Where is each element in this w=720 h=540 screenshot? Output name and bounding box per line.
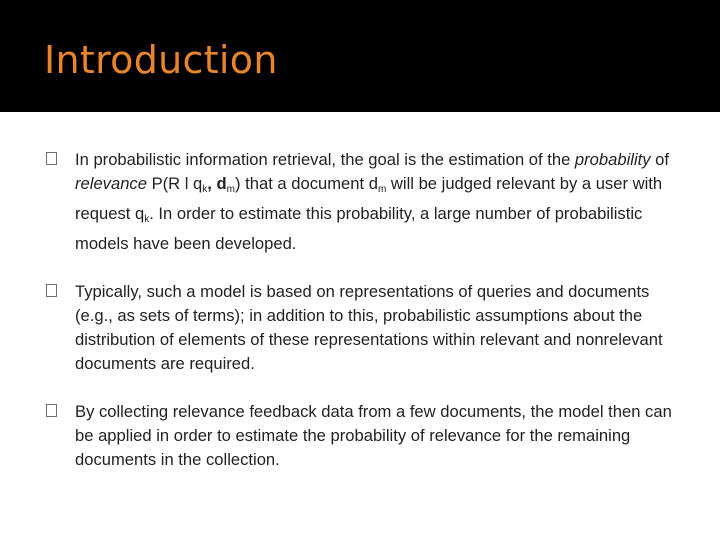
square-bullet-icon [46, 404, 57, 417]
probability-term: probability [574, 150, 651, 169]
bullet-text: ) that a document d [234, 174, 378, 193]
bullet-text: will be judged relevant by a user with request q [75, 174, 663, 223]
bullet-text: By collecting relevance feedback data from a few documents, the model then can be applied in order to estimate the probability of relevance for the remaining documents in the collection. [75, 402, 672, 469]
formula-text: P(R l q [146, 174, 203, 193]
relevance-term: relevance [75, 174, 147, 193]
bullet-item-2 [46, 280, 686, 376]
bullet-list [46, 148, 686, 496]
bullet-item-1 [46, 148, 686, 256]
subscript: k [144, 214, 150, 225]
bullet-text: In probabilistic information retrieval, the goal is the estimation of the [75, 150, 575, 169]
square-bullet-icon [46, 284, 57, 297]
subscript: m [226, 184, 235, 195]
bullet-item-3 [46, 400, 686, 472]
formula-text: , d [207, 174, 227, 193]
subscript: k [202, 184, 208, 195]
bullet-text: . In order to estimate this probability, a large number of probabilistic models have been developed. [75, 204, 643, 253]
square-bullet-icon [46, 152, 57, 165]
bullet-text: Typically, such a model is based on representations of queries and documents (e.g., as sets of terms); in addition to this, probabilistic assumptions about the distribution of elements of these representations within relevant and nonrelevant documents are required. [75, 282, 663, 373]
title-bar [0, 0, 720, 112]
slide-title: Introduction [44, 38, 278, 82]
bullet-text: of [650, 150, 670, 169]
subscript: m [377, 184, 387, 195]
